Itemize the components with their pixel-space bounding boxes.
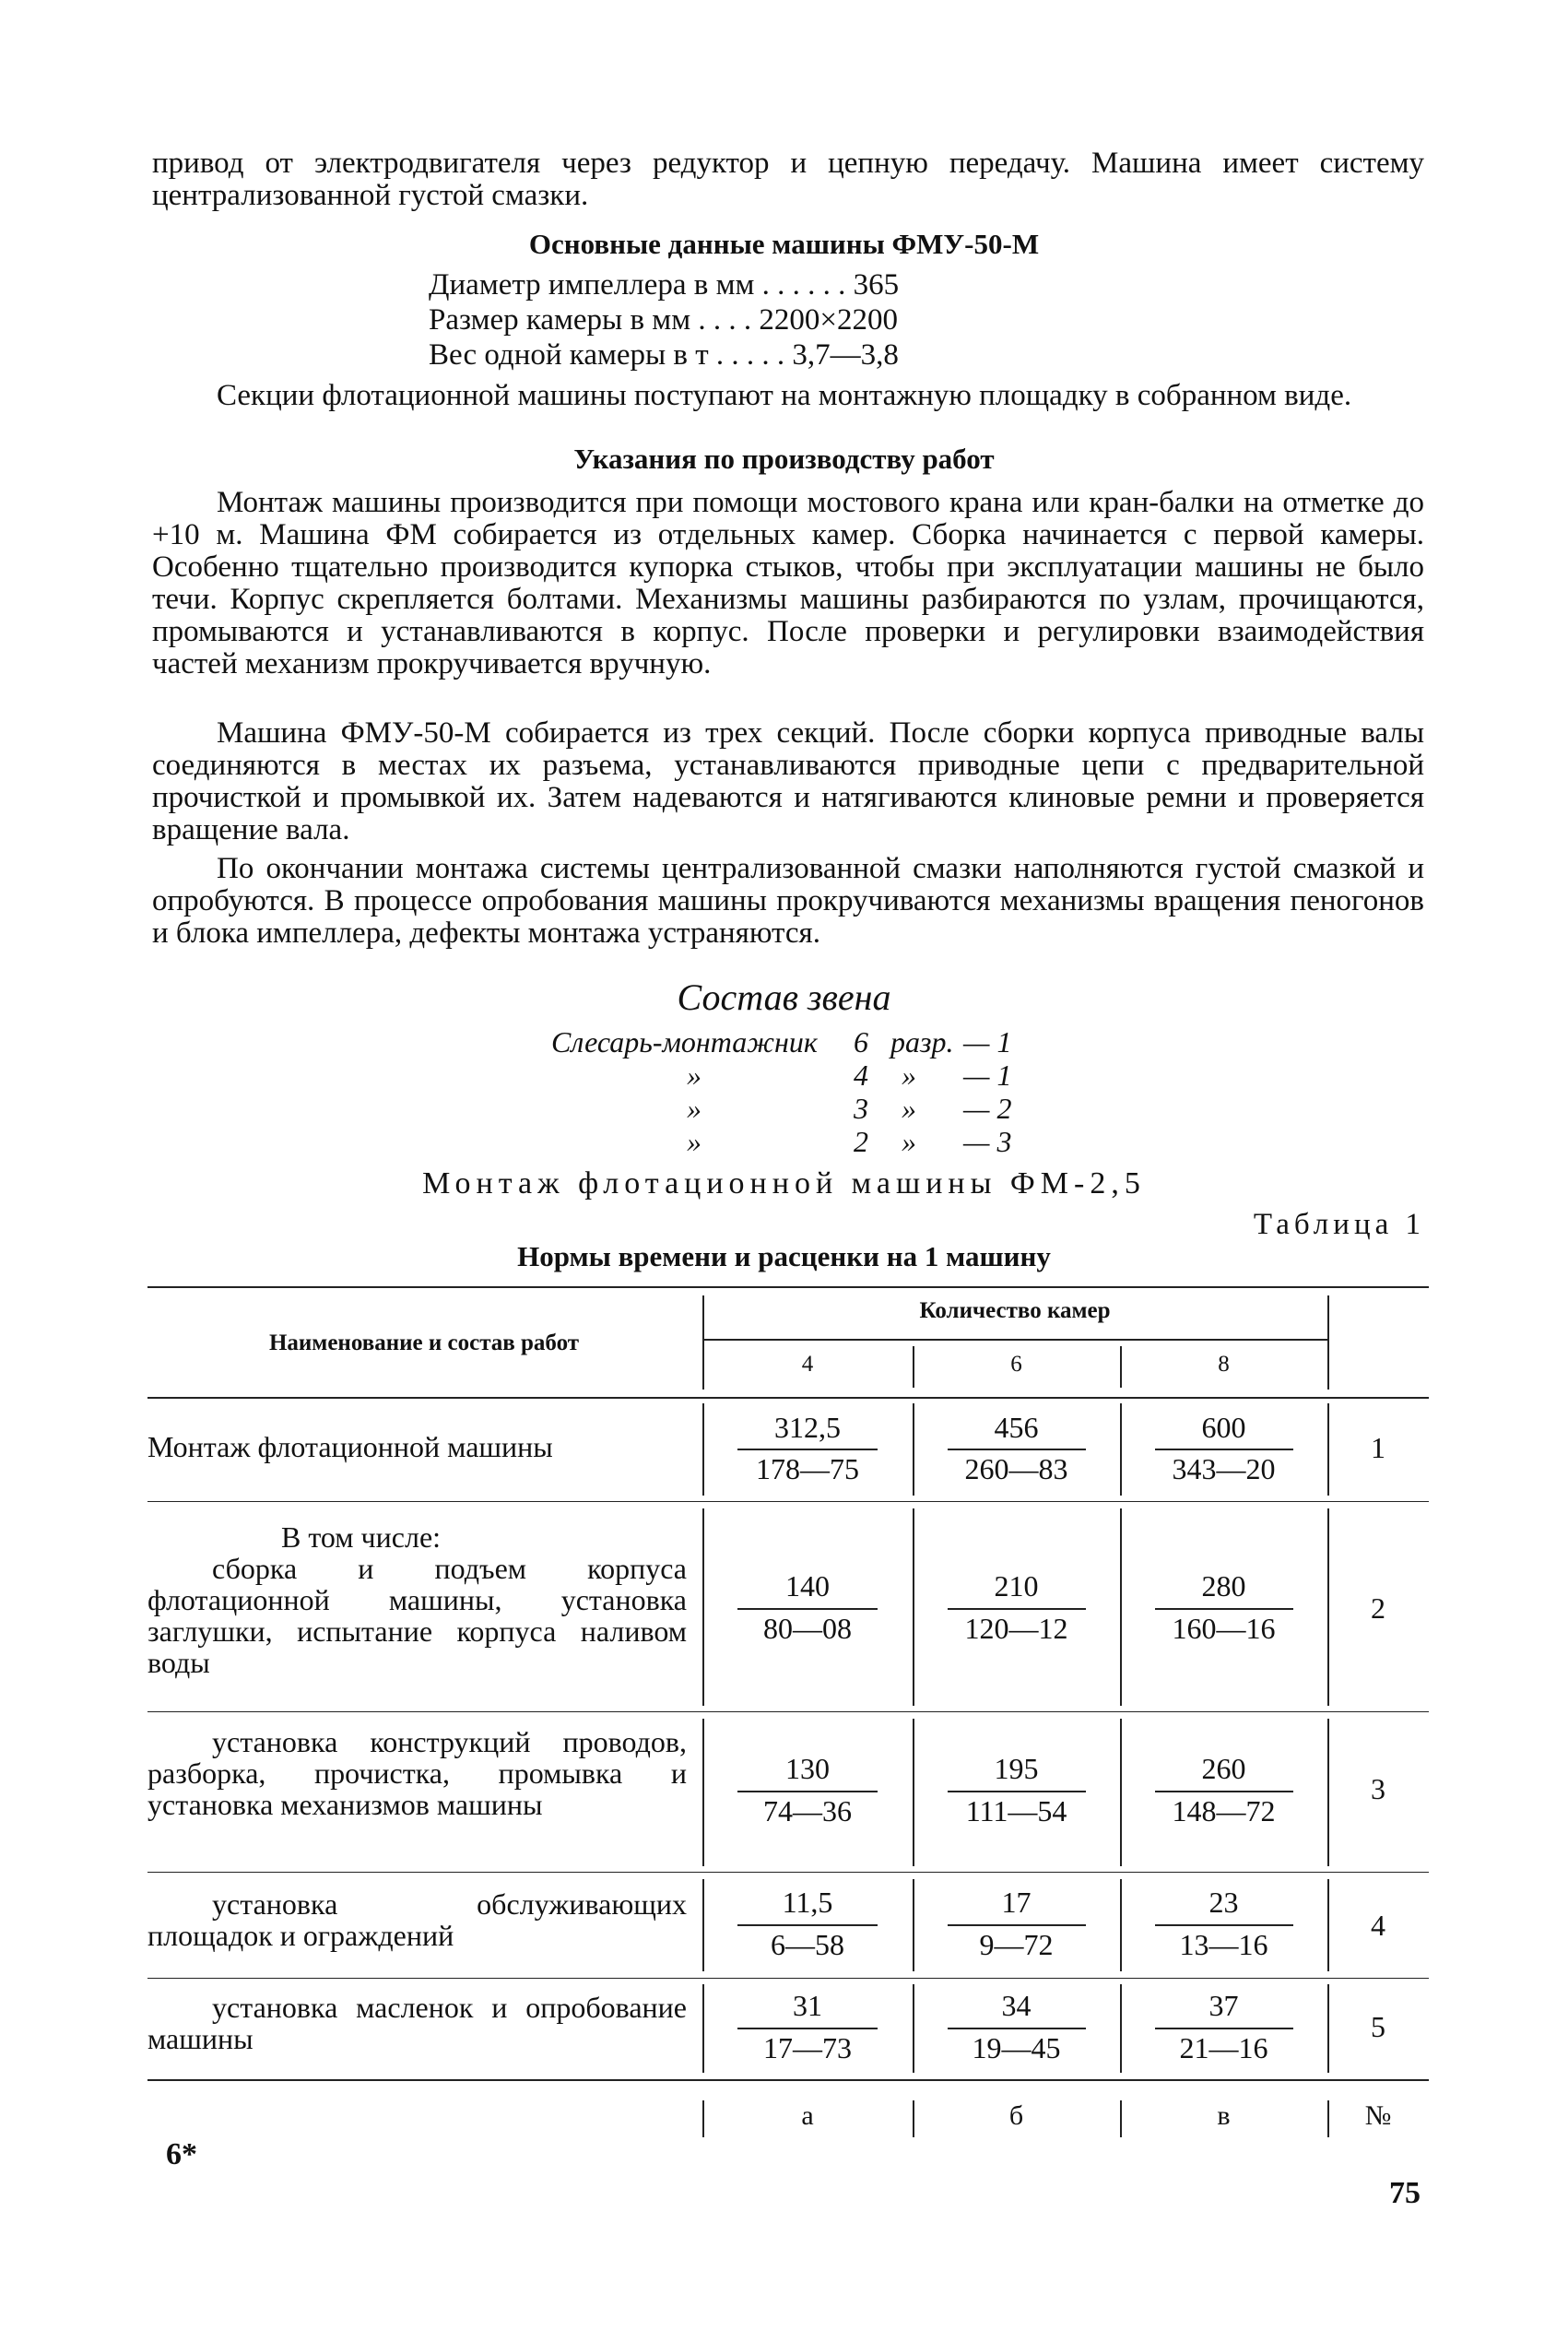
intro-paragraph: привод от электродвигателя через редуктор и цепную передачу. Машина имеет систему централизованной густой смазки. xyxy=(152,147,1424,212)
work-paragraph-1: Монтаж машины производится при помощи мостового крана или кран-балки на отметке до +10 м. Машина ФМ собирается из отдельных камер. Сборка начинается с первой камеры. Особенно тщательно производится купорка стыков, чтобы при эксплуатации машины не было течи. Корпус скрепляется болтами. Механизмы машины разбираются по узлам, прочищаются, промываются и устанавливаются в корпус. После проверки и регулировки взаимодействия частей механизм прокручивается вручную. xyxy=(152,486,1424,680)
norm-time: 210 xyxy=(994,1569,1039,1603)
col-number-sign: № xyxy=(1364,2100,1392,2131)
col-header-name: Наименование и состав работ xyxy=(268,1331,580,1355)
crew-role: » xyxy=(687,1092,701,1125)
rate: 21—16 xyxy=(1179,2031,1268,2064)
norm-time: 195 xyxy=(994,1752,1039,1785)
row-name: установка обслуживающих площадок и ограждений xyxy=(147,1887,687,1952)
rate: 13—16 xyxy=(1179,1928,1268,1961)
norm-time: 312,5 xyxy=(774,1411,841,1444)
spec-row: Диаметр импеллера в мм . . . . . . 365 xyxy=(429,268,900,302)
col-letter-v: в xyxy=(1217,2100,1231,2131)
row-number: 3 xyxy=(1371,1772,1385,1805)
row-number: 5 xyxy=(1371,2010,1385,2043)
spec-row: Вес одной камеры в т . . . . . 3,7—3,8 xyxy=(429,338,899,372)
rate: 19—45 xyxy=(972,2031,1061,2064)
rate: 80—08 xyxy=(763,1612,852,1645)
row-divider xyxy=(147,1978,1429,1979)
crew-unit: разр. xyxy=(890,1025,954,1059)
rate: 120—12 xyxy=(964,1612,1068,1645)
crew-grade: 2 xyxy=(854,1125,868,1158)
work-paragraph-2: Машина ФМУ-50-М собирается из трех секций. После сборки корпуса приводные валы соединяются в местах их разъема, устанавливаются приводные цепи с предварительной прочисткой и промывкой их. Затем надеваются и натягиваются клиновые ремни и проверяется вращение вала. xyxy=(152,716,1424,846)
table-bottom-rule xyxy=(147,2079,1429,2081)
row-name: сборка и подъем корпуса флотационной машины, установка заглушки, испытание корпуса наливом воды xyxy=(147,1552,687,1679)
table-top-rule xyxy=(147,1286,1429,1288)
row-name: Монтаж флотационной машины xyxy=(147,1430,553,1463)
row-divider xyxy=(147,1501,1429,1502)
norm-time: 140 xyxy=(785,1569,830,1603)
specs-list xyxy=(429,267,899,373)
rate: 17—73 xyxy=(763,2031,852,2064)
row-name-head: В том числе: xyxy=(281,1520,442,1554)
sections-note: Секции флотационной машины поступают на монтажную площадку в собранном виде. xyxy=(217,379,1352,412)
row-number: 4 xyxy=(1371,1909,1385,1942)
table-label: Таблица 1 xyxy=(1253,1208,1425,1241)
rate: 111—54 xyxy=(965,1794,1067,1827)
row-divider xyxy=(147,1711,1429,1712)
rate: 178—75 xyxy=(756,1452,859,1485)
col-header-group: Количество камер xyxy=(919,1298,1111,1323)
crew-grade: 4 xyxy=(854,1059,868,1092)
spec-row: Размер камеры в мм . . . . 2200×2200 xyxy=(429,303,898,337)
rate: 260—83 xyxy=(964,1452,1068,1485)
rate: 74—36 xyxy=(763,1794,852,1827)
row-number: 2 xyxy=(1371,1591,1385,1625)
work-title: Указания по производству работ xyxy=(573,443,995,475)
specs-title: Основные данные машины ФМУ-50-М xyxy=(528,228,1040,260)
norm-time: 260 xyxy=(1201,1752,1246,1785)
crew-role: » xyxy=(687,1125,701,1158)
norm-time: 11,5 xyxy=(782,1886,833,1919)
crew-count: — 3 xyxy=(963,1125,1012,1158)
rate: 343—20 xyxy=(1172,1452,1276,1485)
row-number: 1 xyxy=(1371,1431,1385,1464)
norm-time: 280 xyxy=(1201,1569,1246,1603)
crew-title: Состав звена xyxy=(677,976,891,1018)
norm-time: 23 xyxy=(1208,1886,1239,1919)
norm-time: 600 xyxy=(1201,1411,1246,1444)
table-header-rule xyxy=(147,1397,1429,1399)
crew-count: — 1 xyxy=(963,1059,1012,1092)
norm-time: 34 xyxy=(1001,1989,1032,2022)
crew-grade: 3 xyxy=(854,1092,868,1125)
crew-count: — 2 xyxy=(963,1092,1012,1125)
rate: 9—72 xyxy=(979,1928,1054,1961)
crew-unit: » xyxy=(902,1059,916,1092)
norm-time: 17 xyxy=(1001,1886,1032,1919)
crew-grade: 6 xyxy=(854,1025,868,1059)
col-header-4: 4 xyxy=(801,1352,814,1377)
row-divider xyxy=(147,1872,1429,1873)
norm-time: 31 xyxy=(793,1989,822,2022)
rate: 160—16 xyxy=(1172,1612,1276,1645)
table-section-title: Монтаж флотационной машины ФМ-2,5 xyxy=(422,1166,1146,1200)
col-letter-b: б xyxy=(1008,2100,1024,2131)
norm-time: 130 xyxy=(785,1752,830,1785)
crew-unit: » xyxy=(902,1092,916,1125)
crew-count: — 1 xyxy=(963,1025,1012,1059)
rate: 6—58 xyxy=(771,1928,844,1961)
row-name: установка масленок и опробование машины xyxy=(147,1991,687,2055)
signature-mark: 6* xyxy=(166,2137,197,2171)
page-number: 75 xyxy=(1389,2176,1421,2210)
crew-role: Слесарь-монтажник xyxy=(551,1025,818,1059)
crew-role: » xyxy=(687,1059,701,1092)
col-header-6: 6 xyxy=(1010,1352,1022,1377)
crew-unit: » xyxy=(902,1125,916,1158)
norm-time: 456 xyxy=(994,1411,1039,1444)
table-caption: Нормы времени и расценки на 1 машину xyxy=(517,1240,1051,1272)
rate: 148—72 xyxy=(1172,1794,1276,1827)
work-paragraph-3: По окончании монтажа системы централизованной смазки наполняются густой смазкой и опробуются. В процессе опробования машины прокручиваются механизмы вращения пеногонов и блока импеллера, дефекты монтажа устраняются. xyxy=(152,852,1424,950)
norm-time: 37 xyxy=(1208,1989,1239,2022)
col-header-8: 8 xyxy=(1218,1352,1230,1377)
col-letter-a: а xyxy=(801,2100,814,2131)
row-name: установка конструкций проводов, разборка, прочистка, промывка и установка механизмов машины xyxy=(147,1725,687,1821)
